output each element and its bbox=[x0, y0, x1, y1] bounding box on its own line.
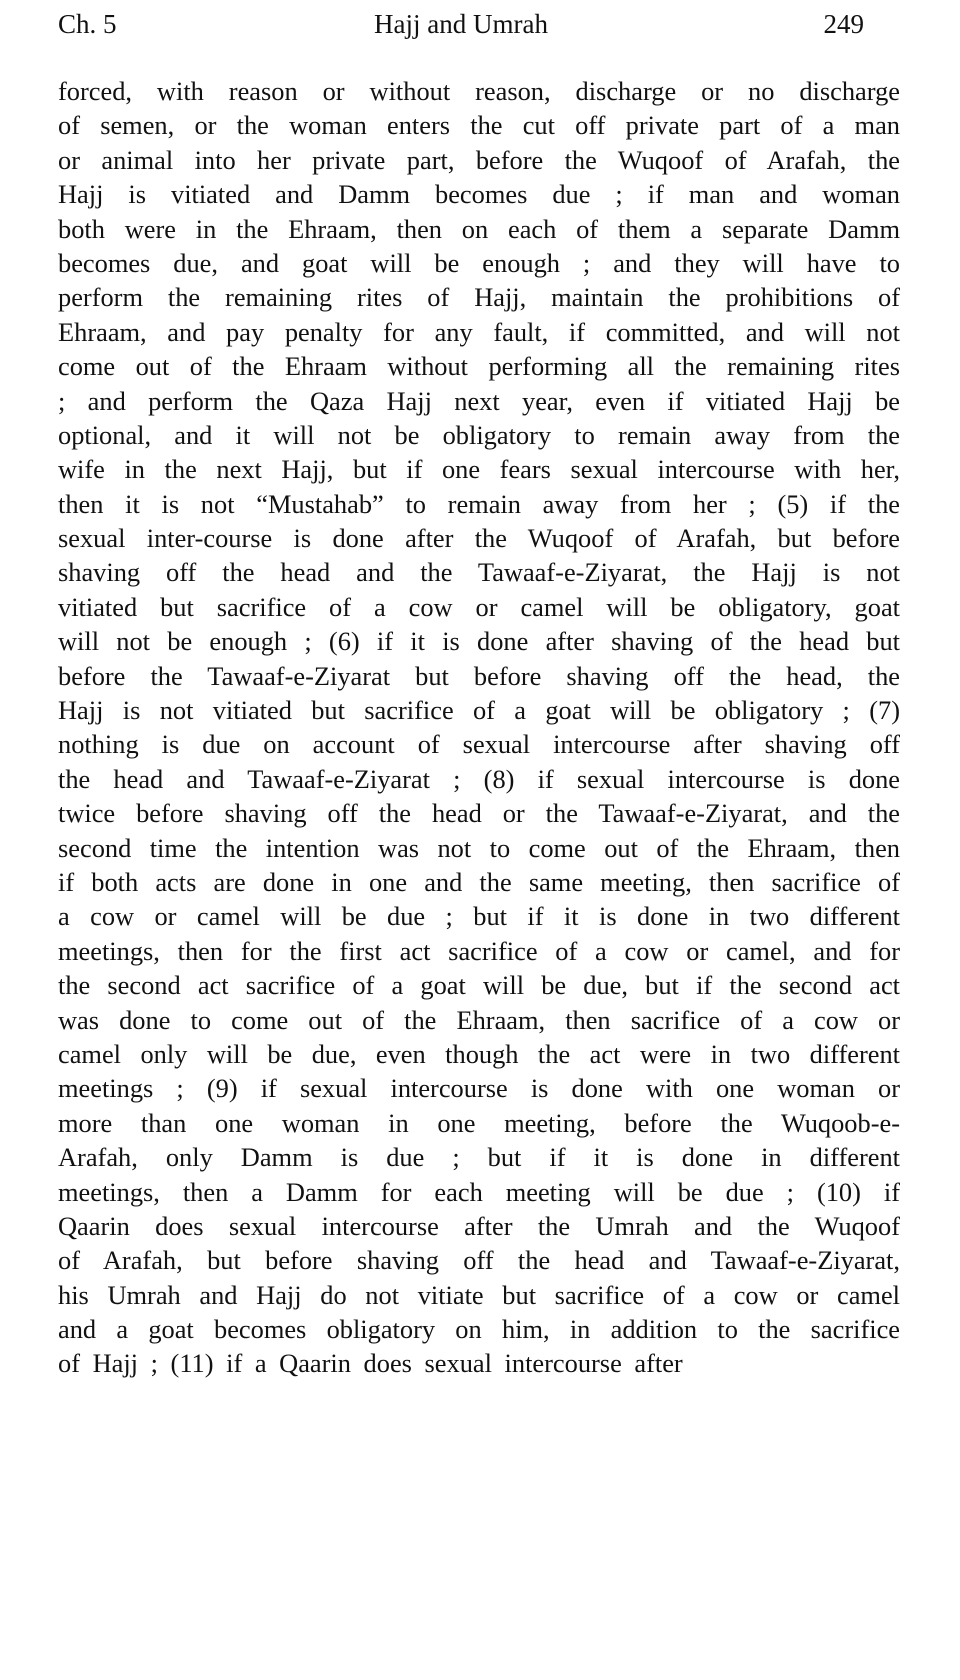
text-line: meetings ; (9) if sexual intercourse is done with one woman or bbox=[58, 1073, 900, 1104]
text-line: second time the intention was not to come out of the Ehraam, then bbox=[58, 832, 900, 863]
text-line: of semen, or the woman enters the cut off private part of a man bbox=[58, 110, 900, 141]
text-line: Hajj is vitiated and Damm becomes due ; if man and woman bbox=[58, 179, 900, 210]
text-line: becomes due, and goat will be enough ; and they will have to bbox=[58, 247, 900, 278]
text-line: come out of the Ehraam without performing all the remaining rites bbox=[58, 351, 900, 382]
text-line: the head and Tawaaf-e-Ziyarat ; (8) if sexual intercourse is done bbox=[58, 763, 900, 794]
text-line: shaving off the head and the Tawaaf-e-Ziyarat, the Hajj is not bbox=[58, 557, 900, 588]
text-line: if both acts are done in one and the same meeting, then sacrifice of bbox=[58, 866, 900, 897]
text-line: forced, with reason or without reason, discharge or no discharge bbox=[58, 76, 900, 106]
page-number: 249 bbox=[823, 9, 864, 39]
text-line: sexual inter-course is done after the Wuqoof of Arafah, but before bbox=[58, 523, 900, 554]
body-text bbox=[58, 74, 900, 1381]
text-line: vitiated but sacrifice of a cow or camel will be obligatory, goat bbox=[58, 591, 900, 622]
text-line: ; and perform the Qaza Hajj next year, even if vitiated Hajj be bbox=[58, 385, 900, 416]
text-line: a cow or camel will be due ; but if it is done in two different bbox=[58, 901, 900, 932]
chapter-label: Ch. 5 bbox=[58, 9, 117, 39]
text-line: before the Tawaaf-e-Ziyarat but before shaving off the head, the bbox=[58, 660, 900, 691]
text-line: camel only will be due, even though the act were in two different bbox=[58, 1038, 900, 1069]
text-line: nothing is due on account of sexual intercourse after shaving off bbox=[58, 729, 900, 760]
text-line: wife in the next Hajj, but if one fears sexual intercourse with her, bbox=[58, 454, 900, 485]
text-line: Ehraam, and pay penalty for any fault, if committed, and will not bbox=[58, 316, 900, 347]
text-line: or animal into her private part, before the Wuqoof of Arafah, the bbox=[58, 144, 900, 175]
text-line: Qaarin does sexual intercourse after the Umrah and the Wuqoof bbox=[58, 1210, 900, 1241]
text-line: was done to come out of the Ehraam, then sacrifice of a cow or bbox=[58, 1004, 900, 1035]
text-line: optional, and it will not be obligatory to remain away from the bbox=[58, 419, 900, 450]
text-line: meetings, then a Damm for each meeting will be due ; (10) if bbox=[58, 1176, 900, 1207]
text-line: twice before shaving off the head or the Tawaaf-e-Ziyarat, and the bbox=[58, 798, 900, 829]
text-line: the second act sacrifice of a goat will be due, but if the second act bbox=[58, 970, 900, 1001]
text-line: perform the remaining rites of Hajj, maintain the prohibitions of bbox=[58, 282, 900, 313]
text-line: more than one woman in one meeting, before the Wuqoob-e- bbox=[58, 1107, 900, 1138]
text-line: of Arafah, but before shaving off the head and Tawaaf-e-Ziyarat, bbox=[58, 1245, 900, 1276]
text-line: of Hajj ; (11) if a Qaarin does sexual intercourse after bbox=[58, 1348, 683, 1379]
text-line: then it is not “Mustahab” to remain away from her ; (5) if the bbox=[58, 488, 900, 519]
text-line: both were in the Ehraam, then on each of them a separate Damm bbox=[58, 213, 900, 244]
text-line: will not be enough ; (6) if it is done after shaving of the head but bbox=[58, 626, 900, 657]
text-line: meetings, then for the first act sacrifice of a cow or camel, and for bbox=[58, 935, 900, 966]
text-line: his Umrah and Hajj do not vitiate but sacrifice of a cow or camel bbox=[58, 1279, 900, 1310]
text-line: Arafah, only Damm is due ; but if it is done in different bbox=[58, 1142, 900, 1173]
text-line: and a goat becomes obligatory on him, in addition to the sacrifice bbox=[58, 1314, 900, 1345]
text-line: Hajj is not vitiated but sacrifice of a goat will be obligatory ; (7) bbox=[58, 695, 900, 726]
running-header bbox=[58, 2, 864, 46]
running-title: Hajj and Umrah bbox=[374, 9, 548, 39]
